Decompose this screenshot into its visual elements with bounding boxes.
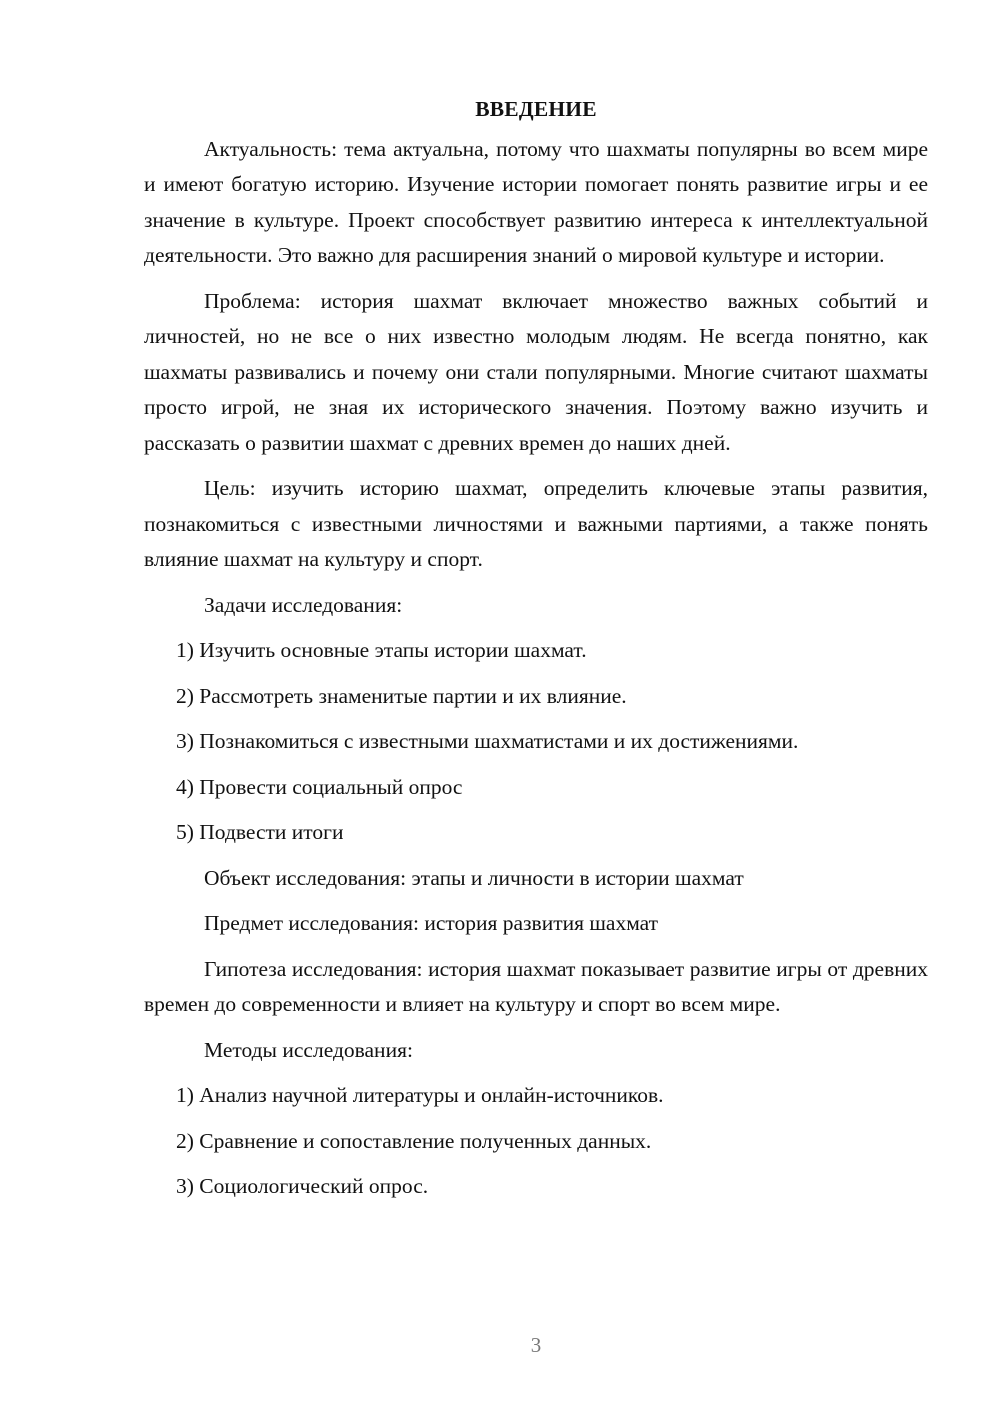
task-item: 5) Подвести итоги bbox=[176, 820, 344, 844]
goal-paragraph: Цель: изучить историю шахмат, определить ключевые этапы развития, познакомиться с известными личностями и важными партиями, а также понять влияние шахмат на культуру и спорт. bbox=[144, 476, 928, 571]
task-item: 4) Провести социальный опрос bbox=[176, 774, 463, 799]
tasks-heading: Задачи исследования: bbox=[204, 592, 403, 617]
methods-heading: Методы исследования: bbox=[204, 1037, 413, 1062]
method-item: 2) Сравнение и сопоставление полученных данных. bbox=[176, 1128, 652, 1153]
page-number: 3 bbox=[530, 1333, 542, 1357]
page-content bbox=[144, 92, 928, 1215]
relevance-paragraph: Актуальность: тема актуальна, потому что шахматы популярны во всем мире и имеют богатую историю. Изучение истории помогает понять развитие игры и ее значение в культуре. Проект способствует развитию интереса к интеллектуальной деятельности. Это важно для расширения знаний о мировой культуре и истории. bbox=[144, 136, 928, 267]
task-item: 1) Изучить основные этапы истории шахмат. bbox=[176, 638, 587, 662]
method-item: 1) Анализ научной литературы и онлайн-источников. bbox=[176, 1083, 664, 1107]
section-heading: ВВЕДЕНИЕ bbox=[475, 97, 597, 121]
method-item: 3) Социологический опрос. bbox=[176, 1174, 429, 1198]
research-subject: Предмет исследования: история развития шахмат bbox=[204, 911, 659, 935]
task-item: 3) Познакомиться с известными шахматистами и их достижениями. bbox=[176, 729, 799, 753]
task-item: 2) Рассмотреть знаменитые партии и их влияние. bbox=[176, 683, 627, 708]
research-object: Объект исследования: этапы и личности в истории шахмат bbox=[204, 865, 744, 890]
methods-list bbox=[144, 1078, 928, 1205]
tasks-list bbox=[144, 633, 928, 851]
problem-paragraph: Проблема: история шахмат включает множество важных событий и личностей, но не все о них известно молодым людям. Не всегда понятно, как шахматы развивались и почему они стали популярными. Многие считают шахматы просто игрой, не зная их исторического значения. Поэтому важно изучить и рассказать о развитии шахмат с древних времен до наших дней. bbox=[144, 288, 928, 455]
hypothesis-paragraph: Гипотеза исследования: история шахмат показывает развитие игры от древних времен до современности и влияет на культуру и спорт во всем мире. bbox=[144, 956, 928, 1016]
